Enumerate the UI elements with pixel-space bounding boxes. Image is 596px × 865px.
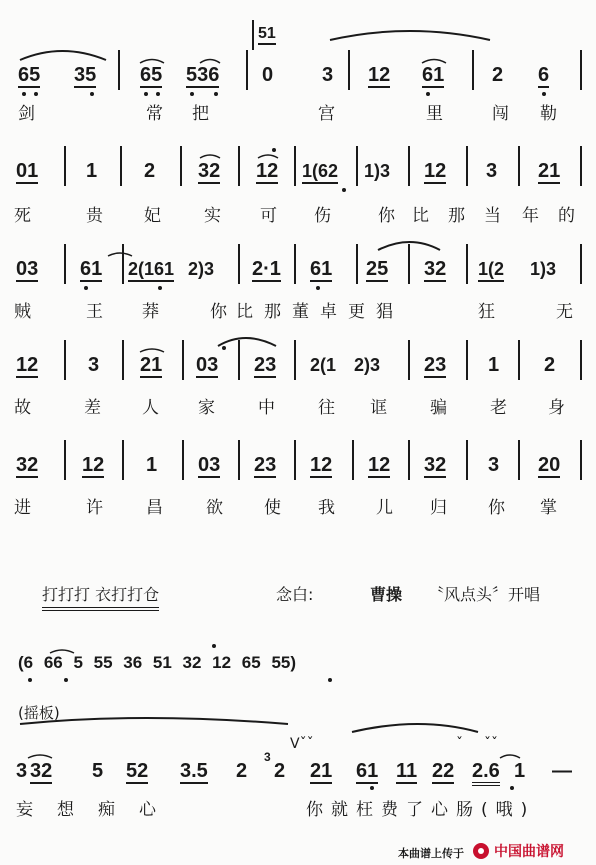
lyric: 差 [84, 398, 101, 418]
slur [330, 31, 490, 40]
note-group: 12 [310, 454, 333, 476]
lyric: 狂 [478, 302, 495, 322]
barline [408, 146, 410, 186]
lyric: 昌 [146, 498, 163, 518]
barline [294, 340, 296, 380]
note-group: 32 [30, 760, 53, 782]
barline [580, 50, 582, 90]
lyric: 身 [548, 398, 565, 418]
slur [218, 338, 276, 346]
mode-tag: 〝风点头〞开唱 [428, 585, 541, 604]
barline [580, 244, 582, 284]
barline [182, 440, 184, 480]
upload-note: 本曲谱上传于 [398, 847, 464, 860]
lyric-line: 妄想痴心 [16, 800, 180, 820]
note-group: 3 [322, 64, 334, 86]
slur [20, 51, 106, 60]
note-group: 1)3 [364, 161, 391, 181]
barline [466, 440, 468, 480]
lyric: 归 [430, 498, 447, 518]
lyric: 把 [192, 104, 209, 124]
barline [238, 244, 240, 284]
barline [182, 340, 184, 380]
lyric: 常 [146, 104, 163, 124]
note-group: 6 [538, 64, 550, 86]
lyric: 更 [348, 302, 365, 322]
lyric: 比 [412, 206, 429, 226]
slur [20, 718, 288, 724]
note-group: 23 [254, 354, 277, 376]
note-group: 21 [310, 760, 333, 782]
lyric: 闯 [492, 104, 509, 124]
lyric: 勒 [540, 104, 557, 124]
barline [466, 146, 468, 186]
note-group: 1(2 [478, 258, 504, 282]
lyric: 欲 [206, 498, 223, 518]
note-group: 2.6 [472, 760, 500, 786]
barline [518, 146, 520, 186]
note-group: — [552, 760, 572, 782]
barline [294, 440, 296, 480]
upper-marking: 51 [258, 25, 276, 45]
slur [352, 724, 478, 732]
nianbai-label: 念白: [276, 585, 314, 604]
barline [252, 20, 254, 50]
note-group: 61 [422, 64, 445, 86]
note-group: 2(1 [310, 355, 337, 375]
note-group: 2 [144, 160, 156, 182]
barline [466, 340, 468, 380]
lyric: 卓 [320, 302, 337, 322]
note-group: 3 [486, 160, 498, 182]
lyric: 妃 [144, 206, 161, 226]
note-group: 2 [492, 64, 504, 86]
lyric: 无 [556, 302, 573, 322]
barline [348, 50, 350, 90]
note-group: 01 [16, 160, 39, 182]
note-group: 03 [16, 258, 39, 280]
barline [466, 244, 468, 284]
lyric: 中 [258, 398, 275, 418]
lyric: 使 [264, 498, 281, 518]
note-group: 5 [92, 760, 104, 782]
note-group: 21 [538, 160, 561, 182]
note-group: 65 [140, 64, 163, 86]
lyric: 伤 [314, 206, 331, 226]
note-group: 12 [256, 160, 279, 182]
note-group: 12 [424, 160, 447, 182]
barline [64, 244, 66, 284]
barline [352, 440, 354, 480]
barline [64, 146, 66, 186]
lyric: 剑 [18, 104, 35, 124]
barline [122, 440, 124, 480]
site-logo-icon [472, 842, 490, 860]
note-group: 2·1 [252, 258, 281, 280]
lyric: 年 [522, 206, 539, 226]
note-group: 2 [544, 354, 556, 376]
lyric: 往 [318, 398, 335, 418]
note-group: 0 [262, 64, 274, 86]
note-group: 61 [356, 760, 379, 782]
lyric: 诓 [370, 398, 387, 418]
note-group: 22 [432, 760, 455, 782]
lyric: 那 [448, 206, 465, 226]
note-group: 2(161 [128, 258, 174, 282]
lyric: 莽 [142, 302, 159, 322]
barline [118, 50, 120, 90]
barline [122, 340, 124, 380]
lyric: 你 [488, 498, 505, 518]
note-group: 1 [86, 160, 98, 182]
note-group: 1(62 [302, 160, 338, 184]
barline [180, 146, 182, 186]
ornament-mark: ˇˇ [484, 736, 498, 752]
note-group: 32 [424, 454, 447, 476]
note-group: 11 [396, 760, 418, 782]
note-group: 1 [146, 454, 158, 476]
barline [580, 146, 582, 186]
percussion-pattern: 打打打 衣打打仓 [42, 582, 159, 611]
site-logo [472, 840, 564, 862]
note-group: 3.5 [180, 760, 208, 782]
note-group: 1 [514, 760, 526, 782]
lyric: 王 [86, 302, 103, 322]
lyric: 董 [292, 302, 309, 322]
lyric: 猖 [376, 302, 393, 322]
ornament-mark: ˇ [456, 736, 463, 752]
lyric-line: 你就枉费了心肠(哦) [306, 800, 536, 820]
lyric: 人 [142, 398, 159, 418]
lyric: 骗 [430, 398, 447, 418]
site-name[interactable]: 中国曲谱网 [494, 844, 564, 860]
note-group: 20 [538, 454, 561, 476]
ornament-mark: Vˇˇ [290, 736, 314, 752]
note-group: 32 [198, 160, 221, 182]
note-group: 2 [274, 760, 286, 782]
lyric: 我 [318, 498, 335, 518]
lyric: 的 [558, 206, 575, 226]
lyric: 老 [490, 398, 507, 418]
note-group: 61 [80, 258, 103, 280]
lyric: 可 [260, 206, 277, 226]
note-group: 3 [88, 354, 100, 376]
note-group: 03 [196, 354, 219, 376]
note-group: 2)3 [354, 355, 381, 375]
note-group: 61 [310, 258, 333, 280]
barline [122, 244, 124, 284]
note-group: 65 [18, 64, 41, 86]
barline [408, 244, 410, 284]
lyric: 比 [236, 302, 253, 322]
lyric: 宫 [318, 104, 335, 124]
barline [518, 340, 520, 380]
note-group: 12 [368, 454, 391, 476]
note-group: 1 [488, 354, 500, 376]
barline [120, 146, 122, 186]
note-group: 32 [16, 454, 39, 476]
barline [356, 244, 358, 284]
barline [580, 440, 582, 480]
barline [356, 146, 358, 186]
barline [408, 340, 410, 380]
barline [294, 146, 296, 186]
lyric: 掌 [540, 498, 557, 518]
note-group: 12 [82, 454, 105, 476]
barline [64, 440, 66, 480]
note-group: 12 [368, 64, 391, 86]
barline [294, 244, 296, 284]
note-group: 3 [264, 750, 271, 764]
barline [518, 440, 520, 480]
lyric: 贼 [14, 302, 31, 322]
barline [472, 50, 474, 90]
lyric: 死 [14, 206, 31, 226]
barline [238, 340, 240, 380]
note-group: 2 [236, 760, 248, 782]
note-group: 35 [74, 64, 97, 86]
lyric: 贵 [86, 206, 103, 226]
lyric: 当 [484, 206, 501, 226]
lyric: 实 [204, 206, 221, 226]
note-group: 21 [140, 354, 163, 376]
note-group: 12 [16, 354, 39, 376]
character-name: 曹操 [370, 585, 403, 604]
note-group: 03 [198, 454, 221, 476]
note-group: 536 [186, 64, 220, 86]
barline [580, 340, 582, 380]
lyric: 儿 [376, 498, 393, 518]
barline [246, 50, 248, 90]
note-group: 23 [424, 354, 447, 376]
note-group: 25 [366, 258, 389, 280]
lyric: 你 [210, 302, 227, 322]
lyric: 故 [14, 398, 31, 418]
lyric: 你 [378, 206, 395, 226]
note-group: 1)3 [530, 259, 557, 279]
note-group: 3 [488, 454, 500, 476]
barline [238, 146, 240, 186]
lyric: 许 [86, 498, 103, 518]
lyric: 进 [14, 498, 31, 518]
note-group: 52 [126, 760, 149, 782]
note-group: 23 [254, 454, 277, 476]
note-group: 32 [424, 258, 447, 280]
interlude: (6 66 5 55 36 51 32 12 65 55) [18, 653, 297, 672]
lyric: 家 [198, 398, 215, 418]
lyric: 里 [426, 104, 443, 124]
barline [238, 440, 240, 480]
barline [64, 340, 66, 380]
barline [408, 440, 410, 480]
note-group: 3 [16, 760, 28, 782]
note-group: 2)3 [188, 259, 215, 279]
tempo-label: (摇板) [18, 704, 60, 722]
lyric: 那 [264, 302, 281, 322]
